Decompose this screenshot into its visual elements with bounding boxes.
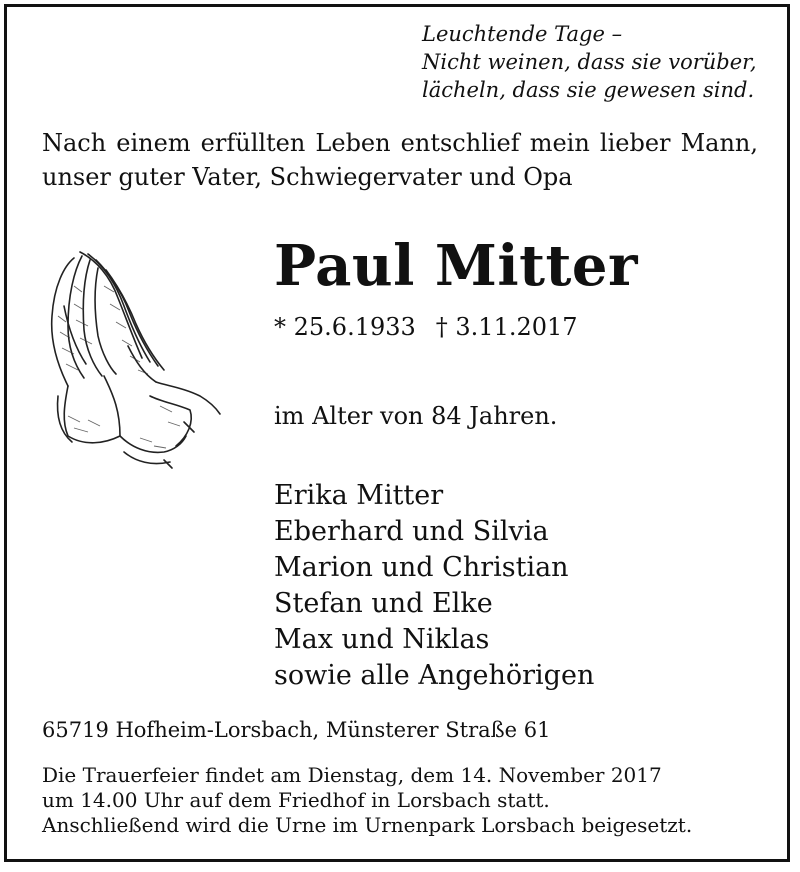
quote-line: Nicht weinen, dass sie vorüber, — [422, 50, 757, 74]
funeral-info — [42, 763, 692, 838]
family-member: Erika Mitter — [274, 480, 444, 511]
family-list — [274, 478, 594, 694]
intro-text: Nach einem erfüllten Leben entschlief mein lieber Mann, unser guter Vater, Schwiegervater und Opa — [42, 129, 758, 191]
family-member: Eberhard und Silvia — [274, 516, 549, 547]
death-date: † 3.11.2017 — [435, 313, 578, 341]
praying-hands-icon — [44, 246, 224, 471]
family-member: Max und Niklas — [274, 624, 490, 655]
quote-line: Leuchtende Tage – — [422, 22, 623, 46]
address-line: 65719 Hofheim-Lorsbach, Münsterer Straße 61 — [42, 718, 551, 742]
family-member: Marion und Christian — [274, 552, 569, 583]
funeral-line: Die Trauerfeier findet am Dienstag, dem 14. November 2017 — [42, 763, 662, 787]
funeral-line: Anschließend wird die Urne im Urnenpark Lorsbach beigesetzt. — [42, 813, 693, 837]
birth-date: * 25.6.1933 — [274, 313, 416, 341]
family-member: Stefan und Elke — [274, 588, 493, 619]
funeral-line: um 14.00 Uhr auf dem Friedhof in Lorsbach statt. — [42, 788, 550, 812]
age-line: im Alter von 84 Jahren. — [274, 402, 558, 430]
quote-line: lächeln, dass sie gewesen sind. — [422, 78, 755, 102]
life-dates — [274, 313, 578, 341]
quote-block — [422, 20, 757, 104]
deceased-name: Paul Mitter — [274, 233, 639, 299]
family-member: sowie alle Angehörigen — [274, 660, 595, 691]
